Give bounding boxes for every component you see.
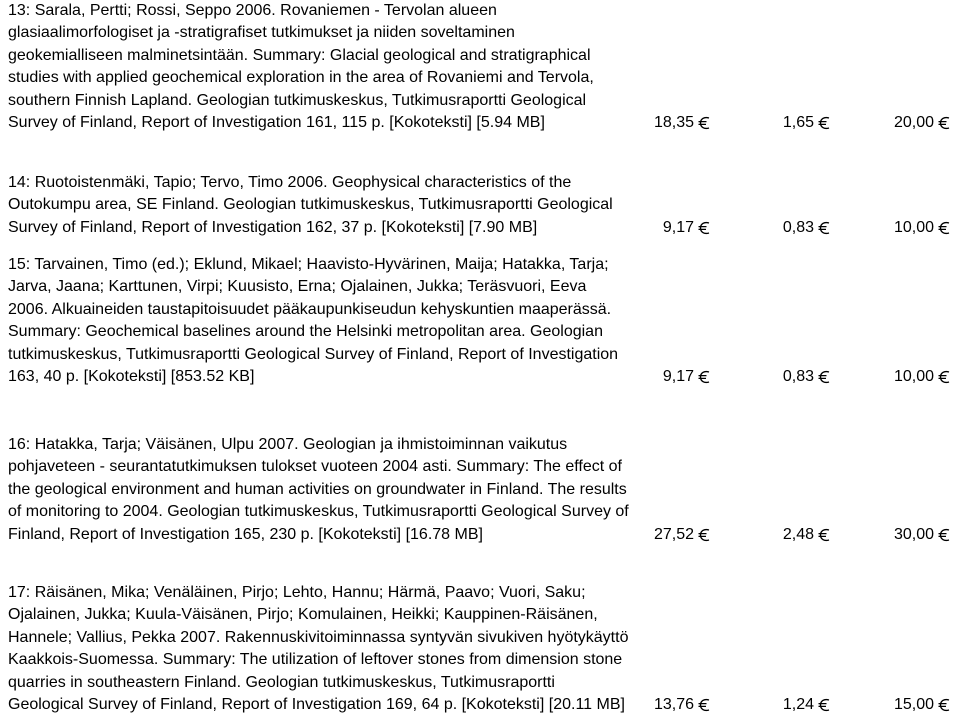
price-total-value: 10,00 [893, 219, 934, 237]
entry-line: studies with applied geochemical exploration in the area of Rovaniemi and Tervola, [8, 69, 594, 87]
price-row [618, 112, 950, 134]
euro-icon [938, 370, 950, 384]
entry-line: Ojalainen, Jukka; Kuula-Väisänen, Pirjo; Komulainen, Heikki; Kauppinen-Räisänen, [8, 606, 598, 624]
list-item [8, 254, 958, 388]
euro-icon [818, 116, 830, 130]
entry-line: Hannele; Vallius, Pekka 2007. Rakennuskivitoiminnassa syntyvän sivukiven hyötykäyttö [8, 628, 629, 646]
entry-line: 163, 40 p. [Kokoteksti] [853.52 KB] [8, 368, 255, 386]
price-vat-value: 2,48 [782, 525, 814, 543]
entry-line: glasiaalimorfologiset ja -stratigrafiset tutkimukset ja niiden soveltaminen [8, 24, 515, 42]
euro-icon [938, 528, 950, 542]
entry-line: 2006. Alkuaineiden taustapitoisuudet pääkaupunkiseudun kehyskuntien maaperässä. [8, 300, 612, 318]
price-net [618, 696, 710, 714]
price-row [618, 524, 950, 546]
entry-text [8, 0, 698, 134]
price-net [618, 219, 710, 237]
price-net [618, 114, 710, 132]
price-net-value: 18,35 [653, 114, 694, 132]
list-item [8, 0, 958, 134]
price-total-value: 15,00 [893, 696, 934, 714]
price-vat [710, 526, 830, 544]
list-item [8, 434, 958, 546]
price-total-value: 10,00 [893, 368, 934, 386]
entry-line: Summary: Geochemical baselines around the Helsinki metropolitan area. Geologian [8, 323, 603, 341]
price-net-value: 13,76 [653, 696, 694, 714]
price-total [830, 368, 950, 386]
euro-icon [938, 116, 950, 130]
entry-line: the geological environment and human activities on groundwater in Finland. The results [8, 480, 627, 498]
price-vat-value: 0,83 [782, 368, 814, 386]
price-vat [710, 219, 830, 237]
euro-icon [698, 221, 710, 235]
price-vat-value: 1,65 [782, 114, 814, 132]
entry-line: Finland, Report of Investigation 165, 230 p. [Kokoteksti] [16.78 MB] [8, 525, 483, 543]
euro-icon [698, 370, 710, 384]
euro-icon [818, 528, 830, 542]
entry-text [8, 172, 698, 239]
euro-icon [818, 698, 830, 712]
price-vat [710, 114, 830, 132]
entry-line: tutkimuskeskus, Tutkimusraportti Geological Survey of Finland, Report of Investigation [8, 345, 619, 363]
price-total [830, 114, 950, 132]
entry-line: 14: Ruotoistenmäki, Tapio; Tervo, Timo 2006. Geophysical characteristics of the [8, 174, 572, 191]
entry-line: 13: Sarala, Pertti; Rossi, Seppo 2006. Rovaniemen - Tervolan alueen [8, 2, 497, 19]
price-vat [710, 696, 830, 714]
entry-line: 16: Hatakka, Tarja; Väisänen, Ulpu 2007. Geologian ja ihmistoiminnan vaikutus [8, 436, 568, 453]
euro-icon [698, 116, 710, 130]
entry-line: Geological Survey of Finland, Report of Investigation 169, 64 p. [Kokoteksti] [20.11 MB] [8, 696, 625, 714]
entry-line: quarries in southeastern Finland. Geologian tutkimuskeskus, Tutkimusraportti [8, 673, 555, 691]
entry-line: 17: Räisänen, Mika; Venäläinen, Pirjo; Lehto, Hannu; Härmä, Paavo; Vuori, Saku; [8, 584, 586, 601]
entry-text [8, 254, 698, 388]
entry-text [8, 582, 698, 716]
list-item [8, 172, 958, 239]
price-vat-value: 1,24 [782, 696, 814, 714]
entry-line: Outokumpu area, SE Finland. Geologian tutkimuskeskus, Tutkimusraportti Geological [8, 196, 613, 214]
entry-line: Jarva, Jaana; Karttunen, Virpi; Kuusisto, Erna; Ojalainen, Jukka; Teräsvuori, Eeva [8, 278, 587, 296]
entry-line: Kaakkois-Suomessa. Summary: The utilization of leftover stones from dimension stone [8, 651, 623, 669]
entry-line: of monitoring to 2004. Geologian tutkimuskeskus, Tutkimusraportti Geological Survey of [8, 503, 629, 521]
entry-line: geokemialliseen malminetsintään. Summary: Glacial geological and stratigraphical [8, 46, 591, 64]
entry-text [8, 434, 698, 546]
price-total [830, 219, 950, 237]
euro-icon [698, 528, 710, 542]
price-row [618, 694, 950, 716]
list-item [8, 582, 958, 716]
price-total-value: 30,00 [893, 525, 934, 543]
price-net-value: 27,52 [653, 525, 694, 543]
entry-line: Survey of Finland, Report of Investigation 161, 115 p. [Kokoteksti] [5.94 MB] [8, 114, 545, 132]
entry-line: pohjaveteen - seurantatutkimuksen tulokset vuoteen 2004 asti. Summary: The effect of [8, 458, 622, 476]
euro-icon [818, 370, 830, 384]
price-net-value: 9,17 [662, 219, 694, 237]
price-vat [710, 368, 830, 386]
price-net-value: 9,17 [662, 368, 694, 386]
price-vat-value: 0,83 [782, 219, 814, 237]
entry-line: 15: Tarvainen, Timo (ed.); Eklund, Mikael; Haavisto-Hyvärinen, Maija; Hatakka, Tarja; [8, 256, 609, 273]
price-total-value: 20,00 [893, 114, 934, 132]
euro-icon [818, 221, 830, 235]
euro-icon [938, 221, 950, 235]
price-total [830, 526, 950, 544]
euro-icon [698, 698, 710, 712]
price-total [830, 696, 950, 714]
entry-line: southern Finnish Lapland. Geologian tutkimuskeskus, Tutkimusraportti Geological [8, 91, 587, 109]
price-row [618, 366, 950, 388]
price-net [618, 526, 710, 544]
euro-icon [938, 698, 950, 712]
price-row [618, 217, 950, 239]
entry-line: Survey of Finland, Report of Investigation 162, 37 p. [Kokoteksti] [7.90 MB] [8, 218, 538, 236]
price-net [618, 368, 710, 386]
